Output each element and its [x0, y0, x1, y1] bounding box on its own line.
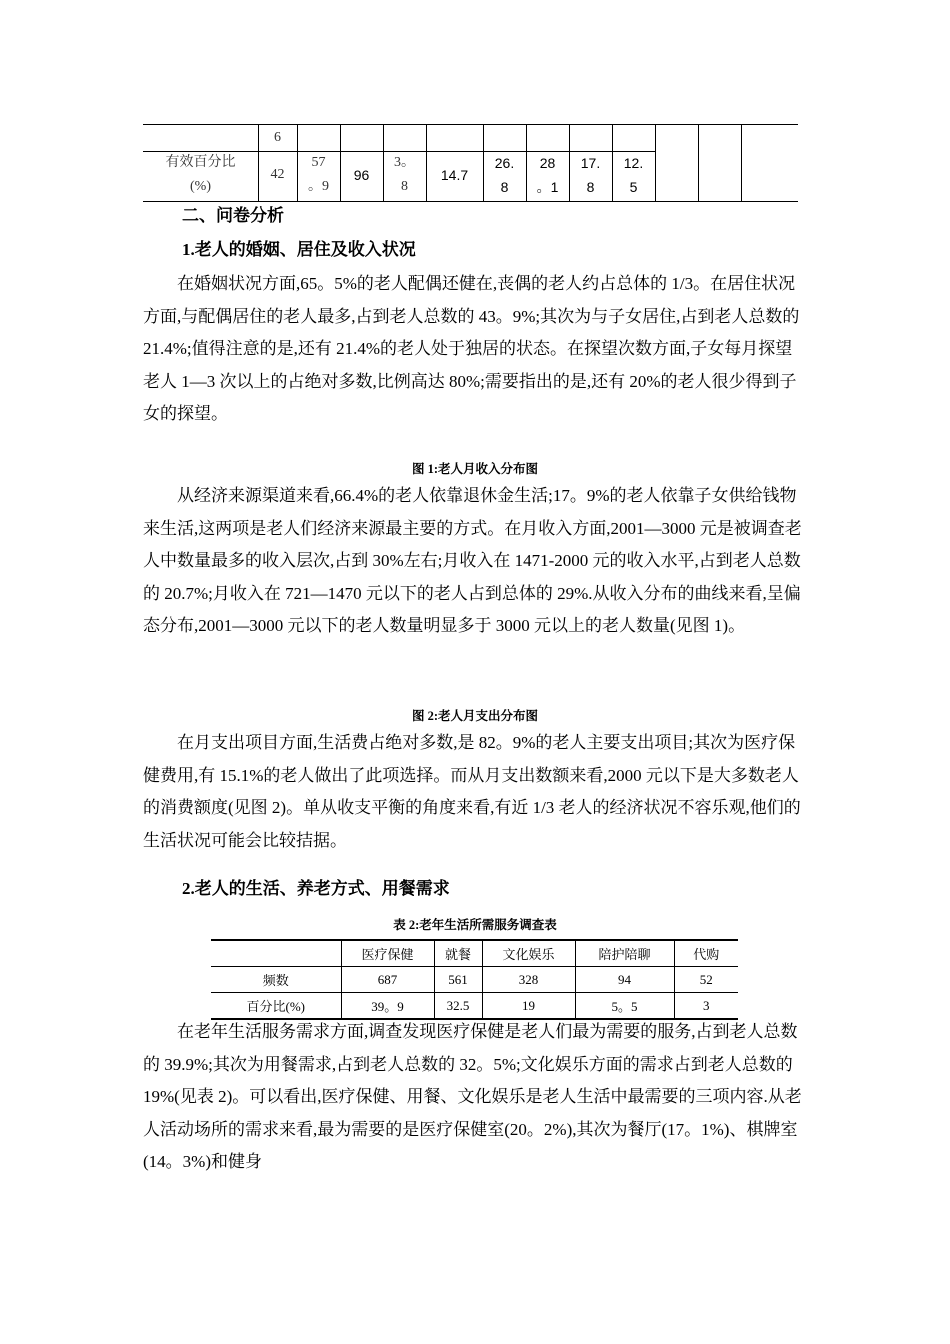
table-header-cell: 医疗保健 [341, 940, 434, 967]
table-cell: 96 [353, 167, 370, 183]
table-cell: 39。9 [341, 993, 434, 1020]
table-cell: 17. [580, 155, 601, 171]
table-row [211, 967, 738, 993]
table-cell: 。9 [308, 179, 329, 194]
table-header-cell: 代购 [674, 940, 738, 967]
table-cell: 5 [629, 179, 638, 195]
table-cell: 。1 [536, 179, 559, 195]
table-cell: 57 [311, 155, 326, 170]
table-cell: 12. [623, 155, 644, 171]
table-cell: 26. [494, 155, 515, 171]
table-header-cell: 就餐 [434, 940, 482, 967]
table-cell: 3 [674, 993, 738, 1020]
table-header-row [211, 940, 738, 967]
table-cell: 5。5 [575, 993, 674, 1020]
table-cell: 百分比(%) [211, 993, 341, 1020]
paragraph-3-text: 在月支出项目方面,生活费占绝对多数,是 82。9%的老人主要支出项目;其次为医疗保健费用,有 15.1%的老人做出了此项选择。而从月支出数额来看,2000 元以下是大多数老人的消费额度(见图 2)。单从收支平衡的角度来看,有近 1/3 老人的经济状况不容乐观,他们的生活状况可能会比较拮据。 [143, 733, 801, 850]
table-cell: 32.5 [434, 993, 482, 1020]
paragraph-4-text: 在老年生活服务需求方面,调查发现医疗保健是老人们最为需要的服务,占到老人总数的 39.9%;其次为用餐需求,占到老人总数的 32。5%;文化娱乐方面的需求占到老人总数的 19%(见表 2)。可以看出,医疗保健、用餐、文化娱乐是老人生活中最需要的三项内容.从老人活动场所的需求来看,最为需要的是医疗保健室(20。2%),其次为餐厅(17。1%)、棋牌室(14。3%)和健身 [143, 1022, 802, 1171]
table-cell: 687 [341, 967, 434, 993]
figure-2-caption: 图 2:老人月支出分布图 [411, 709, 539, 723]
table-header-cell [211, 940, 341, 967]
paragraph-4 [143, 1016, 808, 1179]
subsection-title-2: 2.老人的生活、养老方式、用餐需求 [182, 879, 450, 898]
section-title: 二、问卷分析 [182, 206, 284, 225]
paragraph-2 [143, 480, 808, 643]
row-label-unit: (%) [190, 179, 211, 194]
table-cell: 8 [401, 179, 408, 194]
table-cell: 42 [270, 167, 285, 182]
table-cell: 52 [674, 967, 738, 993]
table-cell: 6 [274, 130, 281, 145]
row-label: 有效百分比 [165, 155, 236, 170]
paragraph-3 [143, 727, 808, 857]
paragraph-1-text: 在婚姻状况方面,65。5%的老人配偶还健在,丧偶的老人约占总体的 1/3。在居住状况方面,与配偶居住的老人最多,占到老人总数的 43。9%;其次为与子女居住,占到老人总数的 21.4%;值得注意的是,还有 21.4%的老人处于独居的状态。在探望次数方面,子女每月探望老人 1—3 次以上的占绝对多数,比例高达 80%;需要指出的是,还有 20%的老人很少得到子女的探望。 [143, 274, 800, 423]
figure-1-caption: 图 1:老人月收入分布图 [411, 462, 539, 476]
table-cell: 8 [500, 179, 509, 195]
table-cell: 19 [482, 993, 575, 1020]
service-needs-table [211, 939, 738, 1020]
survey-table-fragment [143, 124, 798, 202]
table-cell: 561 [434, 967, 482, 993]
table-cell: 14.7 [440, 167, 469, 183]
table-cell: 28 [539, 155, 556, 171]
table-cell: 频数 [211, 967, 341, 993]
table-cell: 94 [575, 967, 674, 993]
table-header-cell: 文化娱乐 [482, 940, 575, 967]
table-cell: 8 [586, 179, 595, 195]
table-cell: 3。 [394, 155, 415, 170]
paragraph-1 [143, 268, 808, 431]
subsection-title-1: 1.老人的婚姻、居住及收入状况 [182, 240, 416, 259]
paragraph-2-text: 从经济来源渠道来看,66.4%的老人依靠退休金生活;17。9%的老人依靠子女供给钱物来生活,这两项是老人们经济来源最主要的方式。在月收入方面,2001—3000 元是被调查老人中数量最多的收入层次,占到 30%左右;月收入在 1471-2000 元的收入水平,占到老人总数的 20.7%;月收入在 721—1470 元以下的老人占到总体的 29%.从收入分布的曲线来看,呈偏态分布,2001—3000 元以下的老人数量明显多于 3000 元以上的老人数量(见图 1)。 [143, 486, 802, 635]
table-cell: 328 [482, 967, 575, 993]
table-header-cell: 陪护陪聊 [575, 940, 674, 967]
table-2-caption: 表 2:老年生活所需服务调查表 [393, 918, 557, 932]
